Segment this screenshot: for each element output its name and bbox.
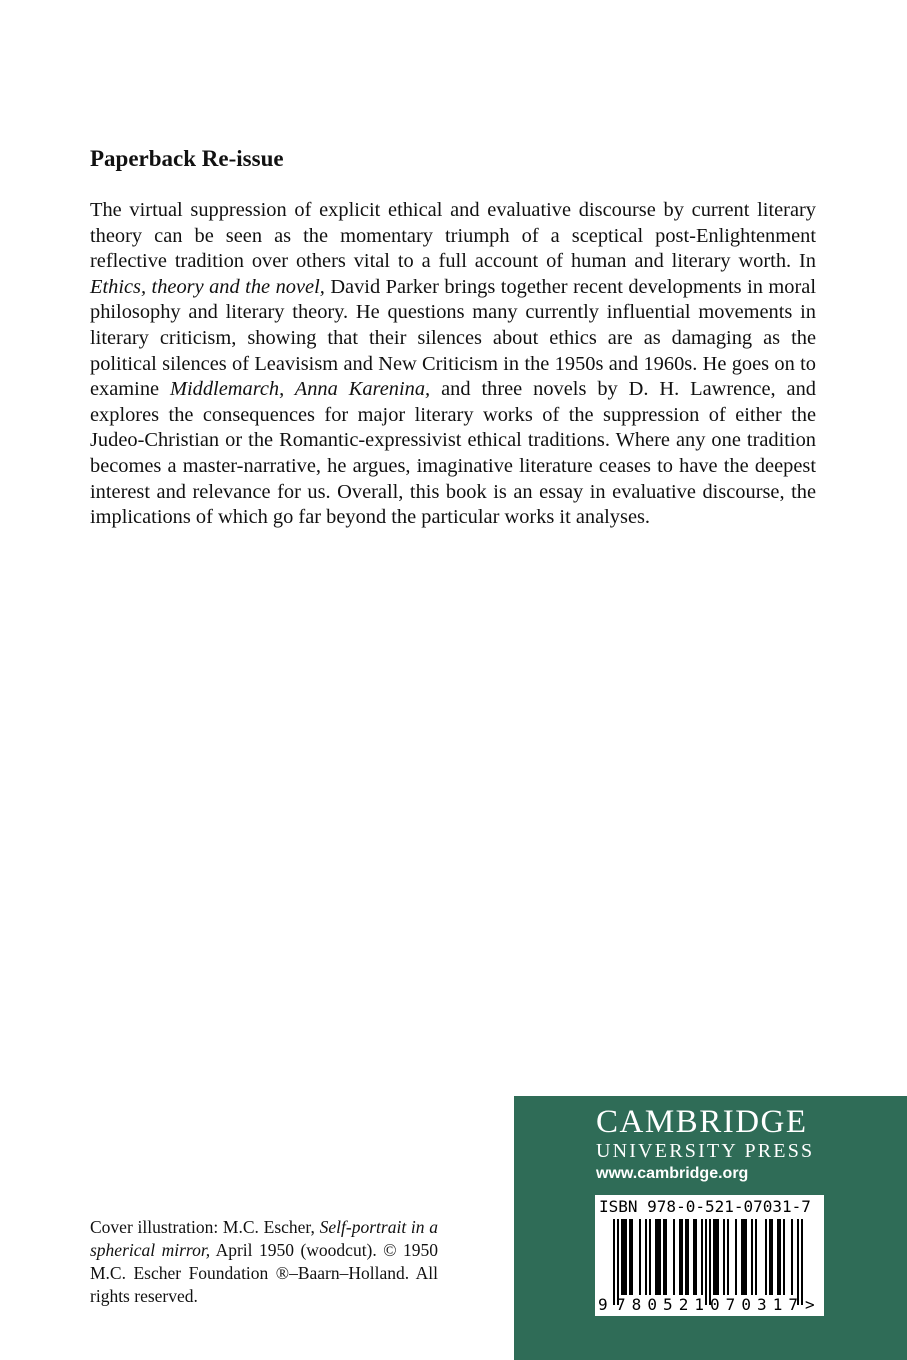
barcode-right-digits: 070317 <box>710 1295 798 1314</box>
barcode-bar <box>617 1219 619 1305</box>
book-description <box>90 198 816 531</box>
barcode-bar <box>777 1219 779 1295</box>
barcode-bar <box>801 1219 803 1305</box>
barcode-bar <box>705 1219 707 1305</box>
barcode-bar <box>713 1219 715 1295</box>
barcode-bar <box>743 1219 745 1295</box>
barcode-bar <box>695 1219 697 1295</box>
barcode-bar <box>673 1219 675 1295</box>
publisher-website: www.cambridge.org <box>596 1165 749 1182</box>
barcode-bar <box>649 1219 651 1295</box>
blurb-text: David Parker brings together recent developments in moral philosophy and literary theory. He questions many currently influential movements in literary criticism, showing that their silences about ethics are as damaging as the political silences of Leavisism and New Criticism in the 1950s and 1960s. He goes on to examine <box>90 275 816 401</box>
barcode-bar <box>765 1219 767 1295</box>
barcode-bar <box>613 1219 615 1305</box>
barcode-bar <box>751 1219 753 1295</box>
barcode-bar <box>755 1219 757 1295</box>
blurb-text: The virtual suppression of explicit ethical and evaluative discourse by current literary theory can be seen as the momentary triumph of a sceptical post-Enlightenment reflective tradition over others vital to a full account of human and literary worth. In <box>90 199 816 273</box>
barcode-bar <box>679 1219 681 1295</box>
barcode-bar <box>645 1219 647 1295</box>
credit-artwork-title: Self-portrait in a spherical mirror, <box>90 1217 439 1260</box>
barcode-bars <box>613 1219 803 1305</box>
barcode-bar <box>663 1219 665 1295</box>
barcode-bar <box>639 1219 641 1295</box>
barcode-bar <box>723 1219 725 1295</box>
barcode-bar <box>791 1219 793 1295</box>
barcode-bar <box>687 1219 689 1295</box>
barcode-quiet-zone-mark: > <box>805 1295 815 1314</box>
barcode-lead-digit: 9 <box>598 1295 608 1314</box>
barcode-bar <box>681 1219 683 1295</box>
barcode-bar <box>735 1219 737 1295</box>
barcode-bar <box>779 1219 781 1295</box>
barcode-bar <box>741 1219 743 1295</box>
barcode-bar <box>693 1219 695 1295</box>
barcode-left-digits: 780521 <box>616 1295 704 1314</box>
barcode-bar <box>769 1219 771 1295</box>
barcode-bar <box>783 1219 785 1295</box>
isbn-label: ISBN 978-0-521-07031-7 <box>599 1197 811 1216</box>
barcode-bar <box>701 1219 703 1295</box>
barcode-bar <box>717 1219 719 1295</box>
barcode-bar <box>629 1219 631 1295</box>
barcode-bar <box>631 1219 633 1295</box>
publisher-press: UNIVERSITY PRESS <box>596 1140 815 1162</box>
barcode-bar <box>685 1219 687 1295</box>
barcode-bar <box>797 1219 799 1305</box>
cover-illustration-credit <box>90 1216 438 1308</box>
barcode-bar <box>745 1219 747 1295</box>
barcode-bar <box>655 1219 657 1295</box>
section-heading: Paperback Re-issue <box>90 146 284 171</box>
blurb-title-italic: Ethics, theory and the novel, <box>90 275 325 298</box>
blurb-text: and three novels by D. H. Lawrence, and explores the consequences for major literary works of the suppression of either the Judeo-Christian or the Romantic-expressivist ethical traditions. Where any one tradition becomes a master-narrative, he argues, imaginative literature ceases to have the deepest interest and relevance for us. Overall, this book is an essay in evaluative discourse, the implications of which go far beyond the particular works it analyses. <box>90 378 816 529</box>
barcode-graphic <box>595 1195 824 1316</box>
publisher-panel <box>514 1096 907 1360</box>
barcode-bar <box>623 1219 625 1295</box>
isbn-barcode <box>595 1195 824 1316</box>
barcode-bar <box>771 1219 773 1295</box>
barcode-bar <box>715 1219 717 1295</box>
blurb-novels-italic: Middlemarch, Anna Karenina, <box>170 378 431 401</box>
barcode-bar <box>625 1219 627 1295</box>
credit-text: Cover illustration: M.C. Escher, <box>90 1217 320 1237</box>
barcode-bar <box>621 1219 623 1295</box>
barcode-bar <box>659 1219 661 1295</box>
barcode-bar <box>727 1219 729 1295</box>
publisher-name: CAMBRIDGE <box>596 1104 808 1140</box>
credit-text: April 1950 (woodcut). © 1950 M.C. Escher Foundation ®–Baarn–Holland. All rights reserved. <box>90 1240 438 1306</box>
barcode-bar <box>665 1219 667 1295</box>
barcode-bar <box>709 1219 711 1305</box>
barcode-bar <box>657 1219 659 1295</box>
